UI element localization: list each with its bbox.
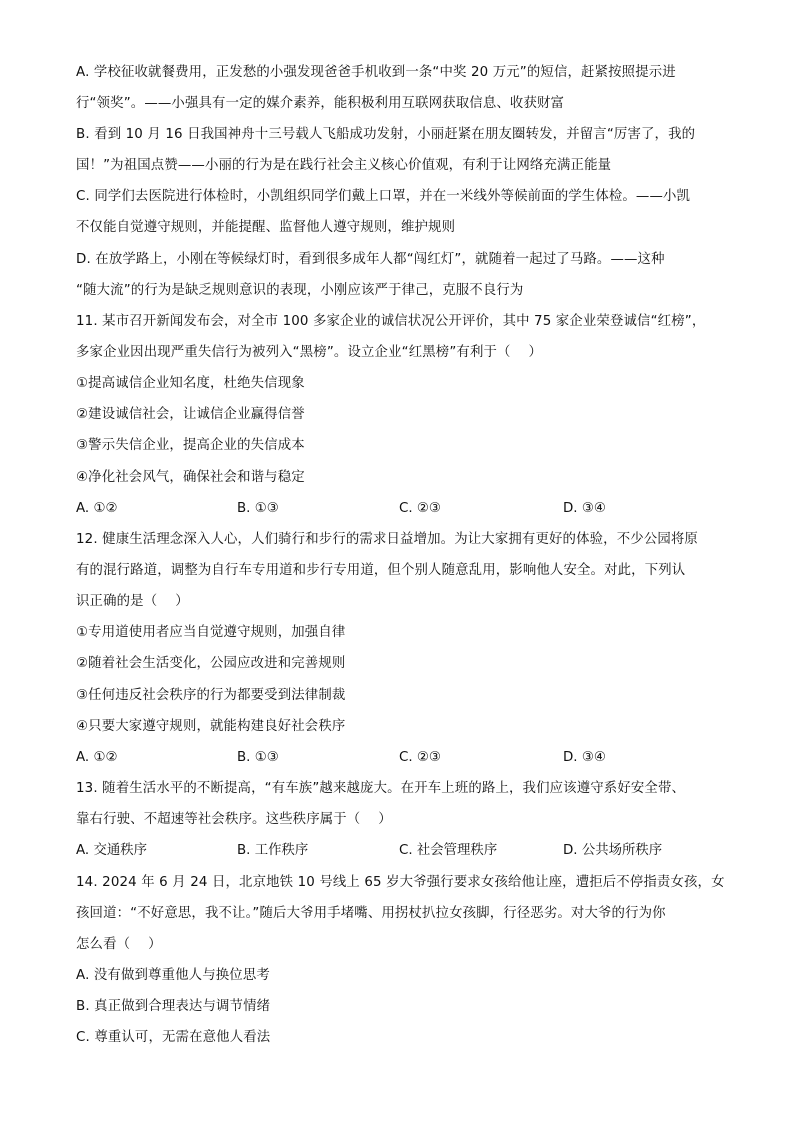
q12-option-d[interactable]: D. ③④: [563, 750, 606, 765]
q12-stem-line3: 识正确的是（ ）: [76, 594, 189, 609]
q12-options: [76, 748, 726, 768]
q10-option-d-line1: D. 在放学路上，小刚在等候绿灯时，看到很多成年人都“闯红灯”，就随着一起过了马路。——这种: [76, 252, 665, 267]
q11-options: [76, 499, 726, 519]
q12-option-b[interactable]: B. ①③: [237, 750, 279, 765]
q13-options: [76, 841, 726, 861]
q14-option-b[interactable]: B. 真正做到合理表达与调节情绪: [76, 999, 271, 1014]
q12-option-a[interactable]: A. ①②: [76, 750, 118, 765]
q12-item-1: ①专用道使用者应当自觉遵守规则，加强自律: [76, 625, 346, 640]
q14-option-c[interactable]: C. 尊重认可，无需在意他人看法: [76, 1030, 271, 1045]
q11-item-4: ④净化社会风气，确保社会和谐与稳定: [76, 470, 305, 485]
q12-item-4: ④只要大家遵守规则，就能构建良好社会秩序: [76, 719, 346, 734]
q12-option-c[interactable]: C. ②③: [399, 750, 441, 765]
q11-option-c[interactable]: C. ②③: [399, 501, 441, 516]
q14-stem-line3: 怎么看（ ）: [76, 937, 162, 952]
q13-option-a[interactable]: A. 交通秩序: [76, 843, 147, 858]
q12-stem-line2: 有的混行路道，调整为自行车专用道和步行专用道，但个别人随意乱用，影响他人安全。对此，下列认: [76, 563, 686, 578]
q10-option-b-line1: B. 看到 10 月 16 日我国神舟十三号载人飞船成功发射，小丽赶紧在朋友圈转发，并留言“厉害了，我的: [76, 127, 696, 142]
q10-option-a-line2: 行“领奖”。——小强具有一定的媒介素养，能积极利用互联网获取信息、收获财富: [76, 96, 565, 111]
q10-option-c-line2: 不仅能自觉遵守规则，并能提醒、监督他人遵守规则，维护规则: [76, 220, 456, 235]
q11-stem-line2: 多家企业因出现严重失信行为被列入“黑榜”。设立企业“红黑榜”有利于（ ）: [76, 345, 543, 360]
q12-item-2: ②随着社会生活变化，公园应改进和完善规则: [76, 656, 346, 671]
q14-option-a[interactable]: A. 没有做到尊重他人与换位思考: [76, 968, 270, 983]
q14-stem-line1: 14. 2024 年 6 月 24 日，北京地铁 10 号线上 65 岁大爷强行要求女孩给他让座，遭拒后不停指责女孩，女: [76, 875, 725, 890]
q13-option-b[interactable]: B. 工作秩序: [237, 843, 309, 858]
q14-stem-line2: 孩回道：“不好意思，我不让。”随后大爷用手堵嘴、用拐杖扒拉女孩脚，行径恶劣。对大爷的行为你: [76, 906, 666, 921]
q13-option-c[interactable]: C. 社会管理秩序: [399, 843, 498, 858]
q12-stem-line1: 12. 健康生活理念深入人心，人们骑行和步行的需求日益增加。为让大家拥有更好的体验，不少公园将原: [76, 532, 698, 547]
q11-item-3: ③警示失信企业，提高企业的失信成本: [76, 438, 305, 453]
q11-option-d[interactable]: D. ③④: [563, 501, 606, 516]
q11-stem-line1: 11. 某市召开新闻发布会，对全市 100 多家企业的诚信状况公开评价，其中 75 家企业荣登诚信“红榜”，: [76, 314, 706, 329]
q10-option-c-line1: C. 同学们去医院进行体检时，小凯组织同学们戴上口罩，并在一米线外等候前面的学生体检。——小凯: [76, 189, 691, 204]
q11-item-2: ②建设诚信社会，让诚信企业赢得信誉: [76, 407, 305, 422]
q10-option-a-line1: A. 学校征收就餐费用，正发愁的小强发现爸爸手机收到一条“中奖 20 万元”的短信，赶紧按照提示进: [76, 65, 676, 80]
q11-item-1: ①提高诚信企业知名度，杜绝失信现象: [76, 376, 305, 391]
q11-option-b[interactable]: B. ①③: [237, 501, 279, 516]
q10-option-b-line2: 国！”为祖国点赞——小丽的行为是在践行社会主义核心价值观，有利于让网络充满正能量: [76, 158, 612, 173]
q10-option-d-line2: “随大流”的行为是缺乏规则意识的表现，小刚应该严于律己，克服不良行为: [76, 283, 524, 298]
q13-stem-line2: 靠右行驶、不超速等社会秩序。这些秩序属于（ ）: [76, 812, 392, 827]
q12-item-3: ③任何违反社会秩序的行为都要受到法律制裁: [76, 688, 346, 703]
q13-stem-line1: 13. 随着生活水平的不断提高，“有车族”越来越庞大。在开车上班的路上，我们应该遵守系好安全带、: [76, 781, 686, 796]
q11-option-a[interactable]: A. ①②: [76, 501, 118, 516]
q13-option-d[interactable]: D. 公共场所秩序: [563, 843, 663, 858]
